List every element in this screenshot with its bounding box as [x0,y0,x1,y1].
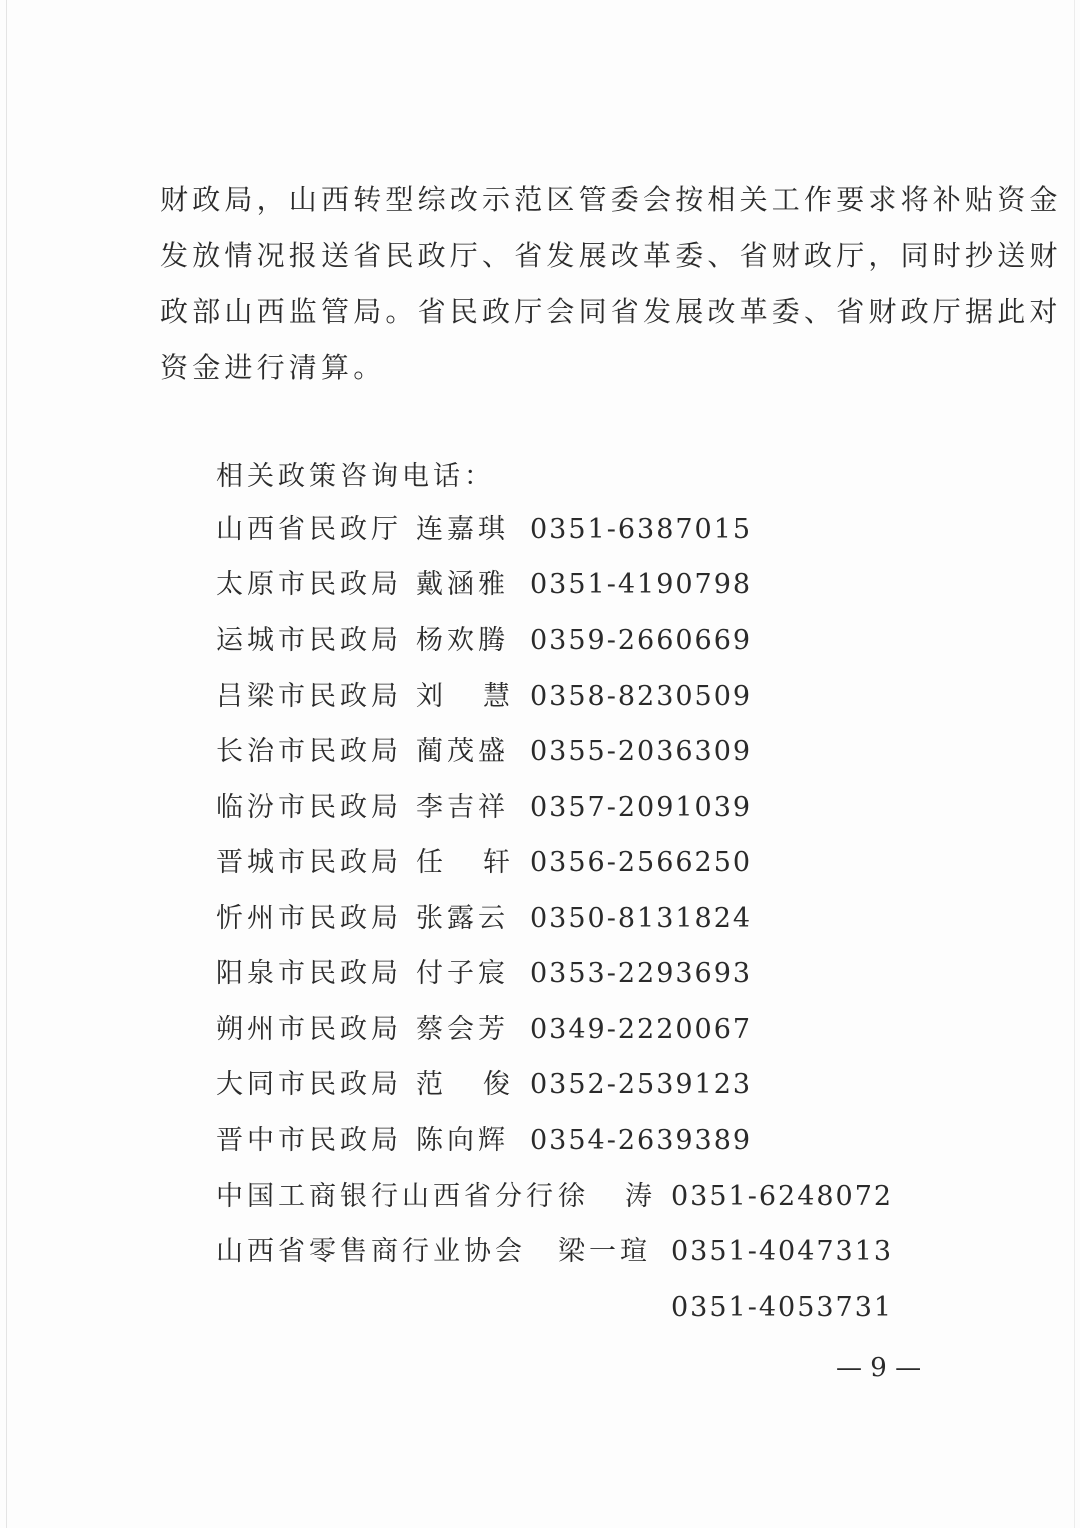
contact-phone: 0352-2539123 [530,1069,753,1100]
body-line: 政部山西监管局。省民政厅会同省发展改革委、省财政厅据此对 [160,295,1062,328]
body-line: 资金进行清算。 [160,351,386,384]
contact-phone: 0350-8131824 [530,903,753,934]
contact-org: 太原市民政局 [216,569,402,600]
contact-org: 长治市民政局 [216,736,402,767]
contact-org: 山西省民政厅 [216,514,402,545]
body-paragraph [160,172,1062,396]
contact-org: 忻州市民政局 [216,903,402,934]
contact-org: 晋中市民政局 [216,1125,402,1156]
contact-person: 任轩 [416,847,550,878]
contact-phone: 0357-2091039 [530,792,753,823]
contact-org: 运城市民政局 [216,625,402,656]
contact-phone: 0349-2220067 [530,1014,753,1045]
contact-org: 大同市民政局 [216,1069,402,1100]
contact-person: 蔺茂盛 [416,736,509,767]
contact-person: 刘慧 [416,681,550,712]
contacts-title: 相关政策咨询电话： [216,461,495,492]
contact-org: 中国工商银行山西省分行 [216,1181,557,1212]
contact-phone: 0359-2660669 [530,625,753,656]
body-line: 财政局，山西转型综改示范区管委会按相关工作要求将补贴资金 [160,183,1062,216]
contact-person: 陈向辉 [416,1125,509,1156]
contact-phone: 0356-2566250 [530,847,753,878]
contact-phone: 0351-6387015 [530,514,753,545]
contact-phone: 0358-8230509 [530,681,753,712]
contact-phone: 0351-4053731 [671,1292,894,1323]
scan-edge-right [1074,0,1075,1528]
contact-phone: 0353-2293693 [530,958,753,989]
contact-phone: 0351-6248072 [671,1181,894,1212]
contact-person: 李吉祥 [416,792,509,823]
contact-person: 连嘉琪 [416,514,509,545]
contact-person: 范俊 [416,1069,550,1100]
scan-edge-left [6,0,7,1528]
page-number: — 9 — [836,1353,922,1383]
contact-phone: 0351-4047313 [671,1236,894,1267]
contact-org: 临汾市民政局 [216,792,402,823]
contact-phone: 0354-2639389 [530,1125,753,1156]
contact-phone: 0355-2036309 [530,736,753,767]
contact-person: 梁一瑄 [558,1236,651,1267]
contact-person: 徐涛 [558,1181,692,1212]
contact-person: 戴涵雅 [416,569,509,600]
contact-org: 吕梁市民政局 [216,681,402,712]
contact-org: 晋城市民政局 [216,847,402,878]
contact-org: 朔州市民政局 [216,1014,402,1045]
contact-person: 杨欢腾 [416,625,509,656]
contact-org: 山西省零售商行业协会 [216,1236,526,1267]
contact-person: 付子宸 [416,958,509,989]
body-line: 发放情况报送省民政厅、省发展改革委、省财政厅，同时抄送财 [160,239,1062,272]
contact-org: 阳泉市民政局 [216,958,402,989]
contact-phone: 0351-4190798 [530,569,753,600]
contact-person: 蔡会芳 [416,1014,509,1045]
contact-person: 张露云 [416,903,509,934]
